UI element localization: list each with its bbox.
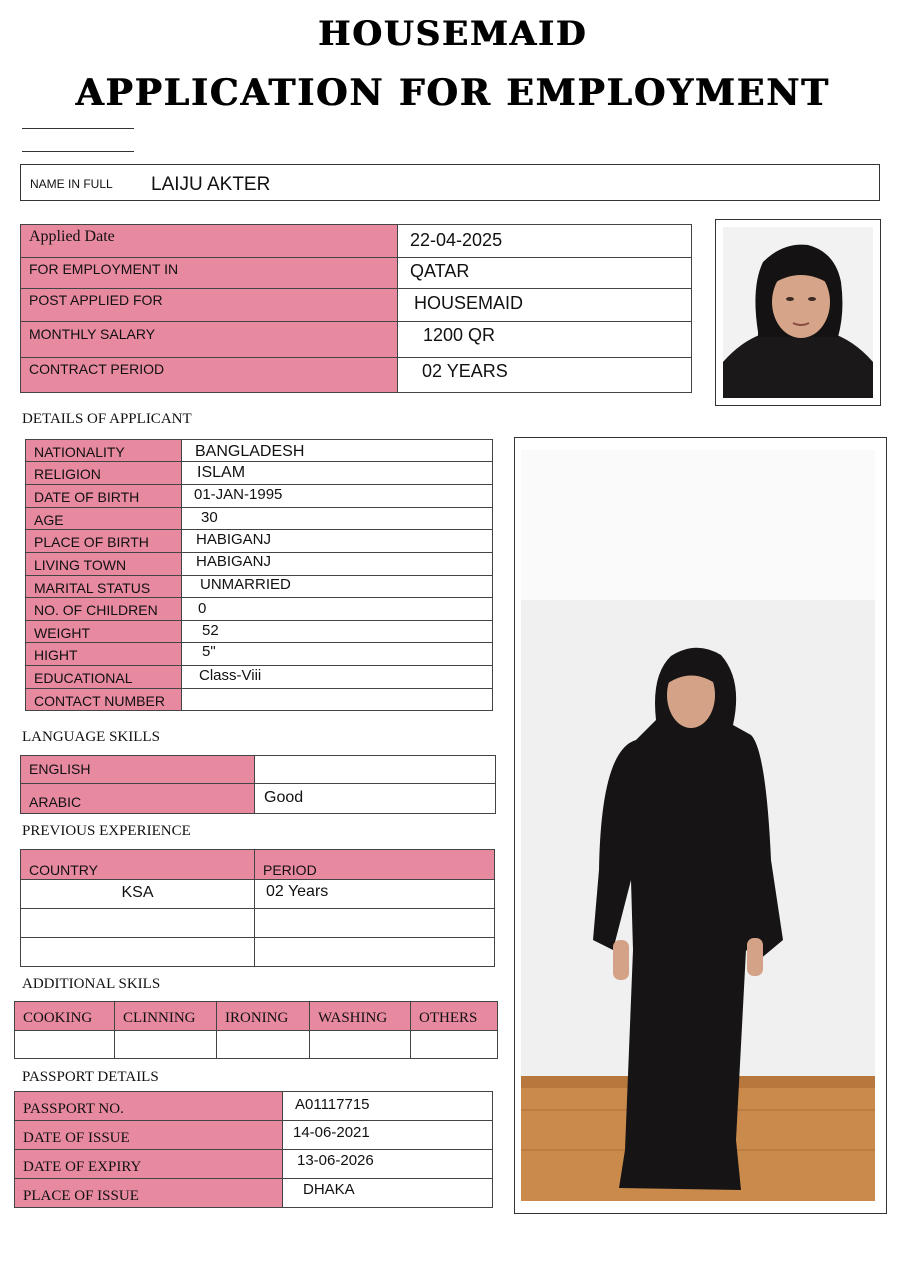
height-label: HIGHT — [26, 643, 182, 666]
arabic-value: Good — [255, 784, 496, 814]
skill-cell — [310, 1031, 411, 1059]
skill-ironing: IRONING — [217, 1002, 310, 1031]
weight-label: WEIGHT — [26, 621, 182, 643]
skills-table — [14, 1001, 498, 1059]
nationality-label: NATIONALITY — [26, 440, 182, 462]
table-row — [26, 440, 493, 462]
applied-date-label: Applied Date — [21, 225, 398, 258]
period-cell: 02 Years — [255, 880, 495, 909]
issue-date-label: DATE OF ISSUE — [15, 1121, 283, 1150]
job-info-table — [20, 224, 692, 393]
age-value: 30 — [182, 508, 493, 530]
table-row — [26, 530, 493, 553]
skill-cell — [217, 1031, 310, 1059]
experience-table — [20, 849, 495, 967]
religion-value: ISLAM — [182, 462, 493, 485]
full-name-value: LAIJU AKTER — [151, 174, 271, 195]
table-row — [21, 322, 692, 358]
weight-value: 52 — [182, 621, 493, 643]
passport-no-label: PASSPORT NO. — [15, 1092, 283, 1121]
age-label: AGE — [26, 508, 182, 530]
religion-label: RELIGION — [26, 462, 182, 485]
place-of-birth-label: PLACE OF BIRTH — [26, 530, 182, 553]
expiry-date-value: 13-06-2026 — [283, 1150, 493, 1179]
english-value — [255, 756, 496, 784]
table-row — [21, 289, 692, 322]
applied-date-value: 22-04-2025 — [398, 225, 692, 258]
expiry-date-label: DATE OF EXPIRY — [15, 1150, 283, 1179]
skill-others: OTHERS — [411, 1002, 498, 1031]
living-town-value: HABIGANJ — [182, 553, 493, 576]
table-row — [26, 462, 493, 485]
period-header: PERIOD — [255, 850, 495, 880]
education-label: EDUCATIONAL — [26, 666, 182, 689]
table-row — [26, 576, 493, 598]
salary-label: MONTHLY SALARY — [21, 322, 398, 358]
experience-heading: PREVIOUS EXPERIENCE — [22, 823, 191, 839]
table-row — [21, 784, 496, 814]
table-row — [26, 666, 493, 689]
contract-period-value: 02 YEARS — [398, 358, 692, 393]
skill-cell — [15, 1031, 115, 1059]
arabic-label: ARABIC — [21, 784, 255, 814]
employment-country-label: FOR EMPLOYMENT IN — [21, 258, 398, 289]
contract-period-label: CONTRACT PERIOD — [21, 358, 398, 393]
employment-country-value: QATAR — [398, 258, 692, 289]
table-row — [15, 1150, 493, 1179]
dob-label: DATE OF BIRTH — [26, 485, 182, 508]
country-cell: KSA — [21, 880, 255, 909]
applicant-details-table — [25, 439, 493, 711]
table-header-row — [21, 850, 495, 880]
skill-cleaning: CLINNING — [115, 1002, 217, 1031]
skills-heading: ADDITIONAL SKILS — [22, 976, 161, 992]
issue-date-value: 14-06-2021 — [283, 1121, 493, 1150]
form-subtitle: APPLICATION FOR EMPLOYMENT — [75, 72, 830, 114]
full-body-image — [521, 450, 875, 1201]
table-row — [21, 756, 496, 784]
portrait-image — [723, 227, 873, 398]
living-town-label: LIVING TOWN — [26, 553, 182, 576]
full-name-box — [20, 164, 880, 201]
post-applied-label: POST APPLIED FOR — [21, 289, 398, 322]
table-row — [21, 258, 692, 289]
blank-line — [22, 151, 134, 152]
table-header-row — [15, 1002, 498, 1031]
table-row — [15, 1121, 493, 1150]
table-row — [21, 938, 495, 967]
table-row — [26, 508, 493, 530]
contact-value — [182, 689, 493, 711]
post-applied-value: HOUSEMAID — [398, 289, 692, 322]
skill-cell — [411, 1031, 498, 1059]
english-label: ENGLISH — [21, 756, 255, 784]
place-of-issue-label: PLACE OF ISSUE — [15, 1179, 283, 1208]
table-row — [21, 225, 692, 258]
table-row — [26, 553, 493, 576]
full-length-photo — [514, 437, 887, 1214]
table-row — [26, 621, 493, 643]
language-table — [20, 755, 496, 814]
table-row — [26, 689, 493, 711]
blank-line — [22, 128, 134, 129]
table-row — [21, 880, 495, 909]
full-name-label: NAME IN FULL — [30, 177, 113, 191]
country-cell — [21, 938, 255, 967]
form-title: HOUSEMAID — [317, 14, 588, 54]
dob-value: 01-JAN-1995 — [182, 485, 493, 508]
marital-status-label: MARITAL STATUS — [26, 576, 182, 598]
contact-label: CONTACT NUMBER — [26, 689, 182, 711]
period-cell — [255, 938, 495, 967]
language-heading: LANGUAGE SKILLS — [22, 729, 160, 745]
place-of-issue-value: DHAKA — [283, 1179, 493, 1208]
passport-photo — [715, 219, 881, 406]
skill-cooking: COOKING — [15, 1002, 115, 1031]
children-value: 0 — [182, 598, 493, 621]
salary-value: 1200 QR — [398, 322, 692, 358]
marital-status-value: UNMARRIED — [182, 576, 493, 598]
table-row — [26, 598, 493, 621]
table-row — [26, 485, 493, 508]
table-row — [15, 1179, 493, 1208]
table-row — [15, 1031, 498, 1059]
passport-table — [14, 1091, 493, 1208]
table-row — [15, 1092, 493, 1121]
period-cell — [255, 909, 495, 938]
passport-no-value: A01117715 — [283, 1092, 493, 1121]
children-label: NO. OF CHILDREN — [26, 598, 182, 621]
skill-cell — [115, 1031, 217, 1059]
country-cell — [21, 909, 255, 938]
table-row — [21, 358, 692, 393]
table-row — [26, 643, 493, 666]
country-header: COUNTRY — [21, 850, 255, 880]
skill-washing: WASHING — [310, 1002, 411, 1031]
passport-heading: PASSPORT DETAILS — [22, 1069, 159, 1085]
height-value: 5" — [182, 643, 493, 666]
education-value: Class-Viii — [182, 666, 493, 689]
nationality-value: BANGLADESH — [182, 440, 493, 462]
details-heading: DETAILS OF APPLICANT — [22, 411, 192, 427]
place-of-birth-value: HABIGANJ — [182, 530, 493, 553]
table-row — [21, 909, 495, 938]
